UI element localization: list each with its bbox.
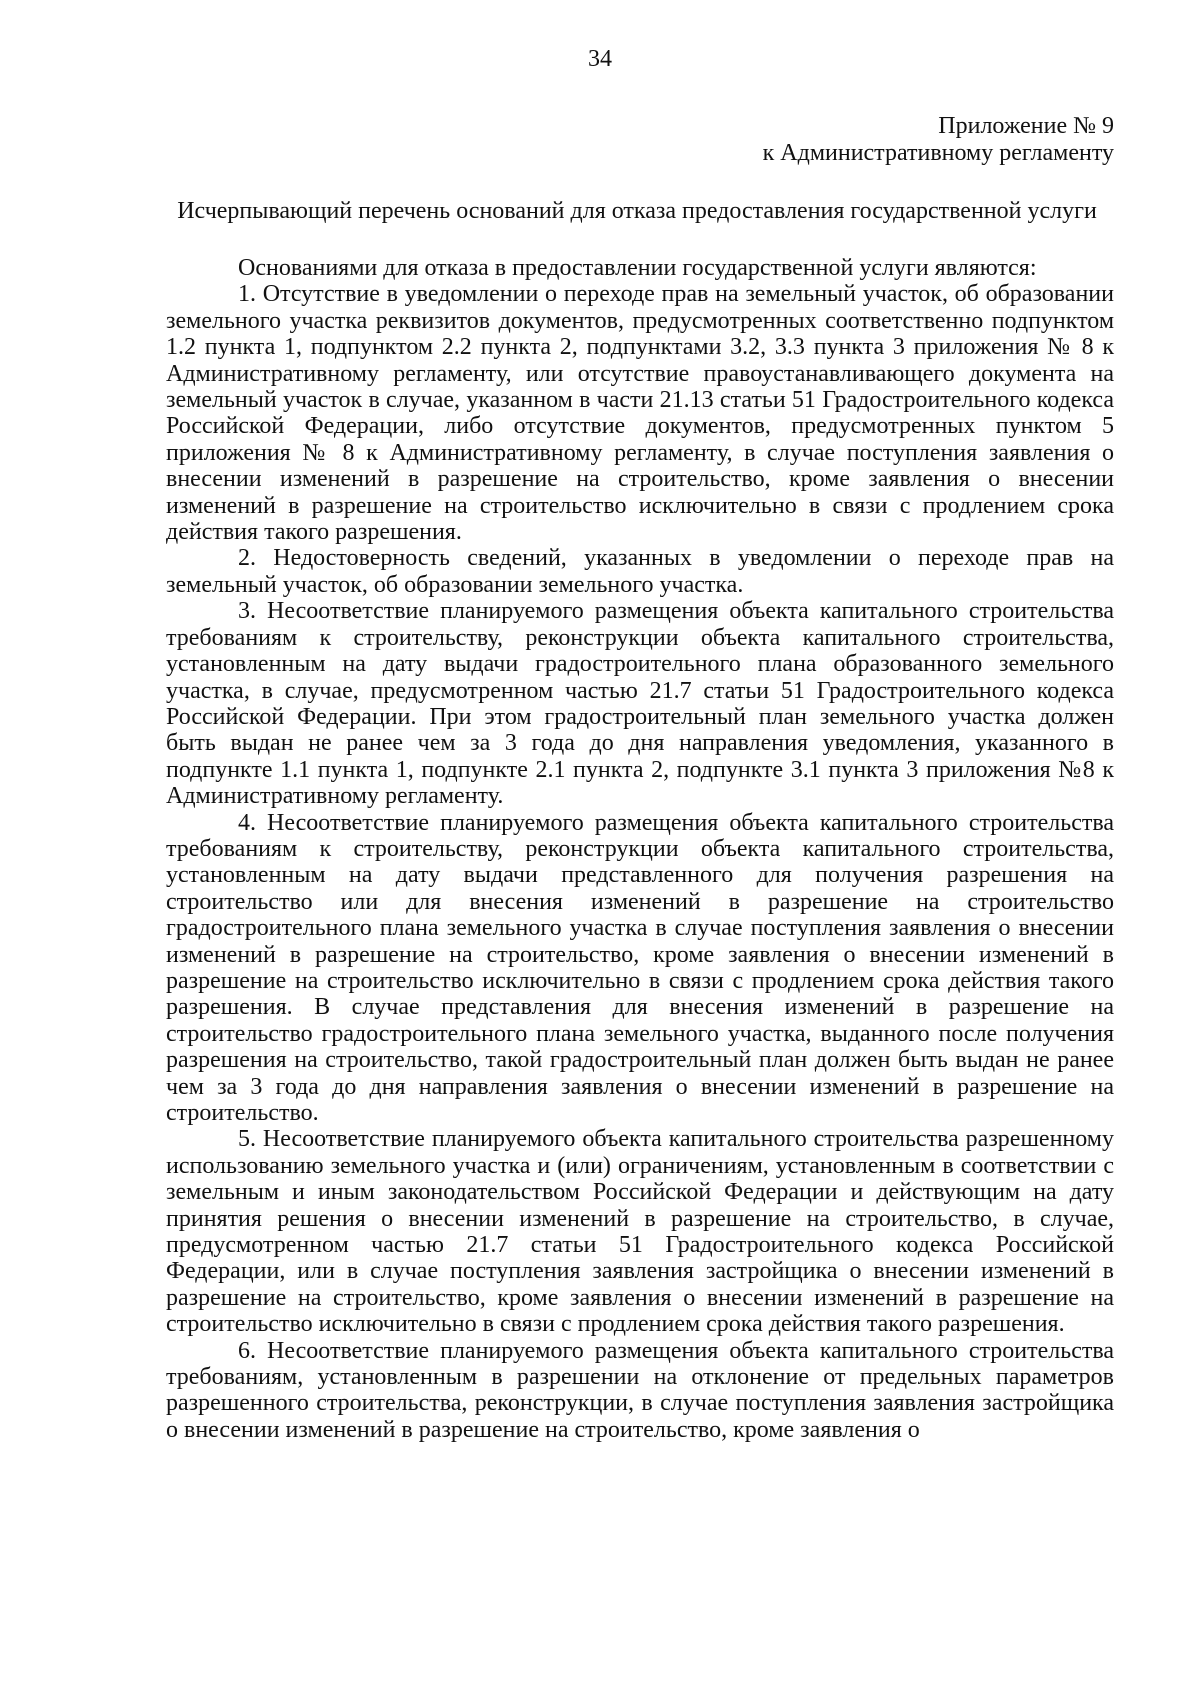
- item-1: 1. Отсутствие в уведомлении о переходе прав на земельный участок, об образовании земельного участка реквизитов документов, предусмотренных соответственно подпунктом 1.2 пункта 1, подпунктом 2.2 пункта 2, подпунктами 3.2, 3.3 пункта 3 приложения № 8 к Административному регламенту, или отсутствие правоустанавливающего документа на земельный участок в случае, указанном в части 21.13 статьи 51 Градостроительного кодекса Российской Федерации, либо отсутствие документов, предусмотренных пунктом 5 приложения № 8 к Административному регламенту, в случае поступления заявления о внесении изменений в разрешение на строительство, кроме заявления о внесении изменений в разрешение на строительство исключительно в связи с продлением срока действия такого разрешения.: [166, 281, 1114, 546]
- document-title: Исчерпывающий перечень оснований для отказа предоставления государственной услуги: [177, 198, 1097, 224]
- item-3: 3. Несоответствие планируемого размещения объекта капитального строительства требованиям к строительству, реконструкции объекта капитального строительства, установленным на дату выдачи градостроительного плана образованного земельного участка, в случае, предусмотренном частью 21.7 статьи 51 Градостроительного кодекса Российской Федерации. При этом градостроительный план земельного участка должен быть выдан не ранее чем за 3 года до дня направления уведомления, указанного в подпункте 1.1 пункта 1, подпункте 2.1 пункта 2, подпункте 3.1 пункта 3 приложения №8 к Административному регламенту.: [166, 598, 1114, 810]
- item-6: 6. Несоответствие планируемого размещения объекта капитального строительства требованиям, установленным в разрешении на отклонение от предельных параметров разрешенного строительства, реконструкции, в случае поступления заявления застройщика о внесении изменений в разрешение на строительство, кроме заявления о: [166, 1337, 1114, 1443]
- appendix-line-2: к Административному регламенту: [762, 140, 1114, 166]
- item-2: 2. Недостоверность сведений, указанных в уведомлении о переходе прав на земельный участок, об образовании земельного участка.: [166, 545, 1114, 598]
- intro-paragraph: Основаниями для отказа в предоставлении государственной услуги являются:: [238, 255, 1037, 281]
- item-5: 5. Несоответствие планируемого объекта капитального строительства разрешенному использованию земельного участка и (или) ограничениям, установленным в соответствии с земельным и иным законодательством Российской Федерации и действующим на дату принятия решения о внесении изменений в разрешение на строительство, в случае, предусмотренном частью 21.7 статьи 51 Градостроительного кодекса Российской Федерации, или в случае поступления заявления застройщика о внесении изменений в разрешение на строительство, кроме заявления о внесении изменений в разрешение на строительство исключительно в связи с продлением срока действия такого разрешения.: [166, 1126, 1114, 1338]
- appendix-line-1: Приложение № 9: [938, 113, 1114, 139]
- item-4: 4. Несоответствие планируемого размещения объекта капитального строительства требованиям к строительству, реконструкции объекта капитального строительства, установленным на дату выдачи представленного для получения разрешения на строительство или для внесения изменений в разрешение на строительство градостроительного плана земельного участка в случае поступления заявления о внесении изменений в разрешение на строительство, кроме заявления о внесении изменений в разрешение на строительство исключительно в связи с продлением срока действия такого разрешения. В случае представления для внесения изменений в разрешение на строительство градостроительного плана земельного участка, выданного после получения разрешения на строительство, такой градостроительный план должен быть выдан не ранее чем за 3 года до дня направления заявления о внесении изменений в разрешение на строительство.: [166, 809, 1114, 1126]
- document-body: [166, 255, 1114, 1443]
- appendix-reference: [763, 113, 1114, 167]
- page-number: 34: [588, 46, 612, 72]
